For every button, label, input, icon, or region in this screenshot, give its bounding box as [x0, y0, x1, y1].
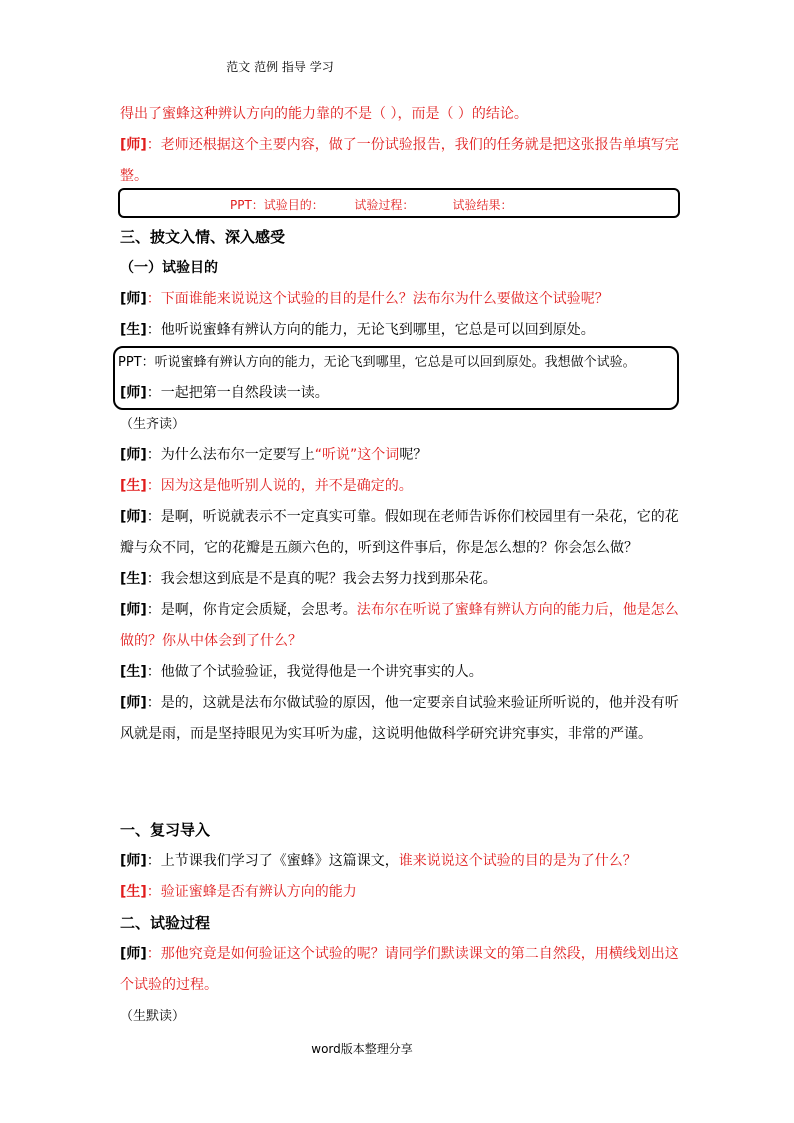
- speaker-tag-teacher: [师]: [120, 385, 147, 401]
- speaker-tag-teacher: [师]: [120, 602, 147, 618]
- paragraph-conclusion: 得出了蜜蜂这种辨认方向的能力靠的不是（ ），而是（ ）的结论。: [120, 106, 528, 122]
- ppt-report-fields: PPT：试验目的： 试验过程： 试验结果：: [230, 198, 513, 212]
- dialogue-highlight: 谁来说说这个试验的目的是为了什么？: [398, 853, 637, 869]
- speaker-tag-student: [生]: [120, 571, 147, 587]
- section-title-1: 一、复习导入: [120, 821, 211, 839]
- dialogue-text: ：他听说蜜蜂有辨认方向的能力，无论飞到哪里，它总是可以回到原处。: [146, 322, 595, 338]
- dialogue-line-9: [120, 657, 483, 688]
- dialogue-line-m2: [120, 877, 357, 908]
- speaker-tag-teacher: [师]: [120, 291, 147, 307]
- speaker-tag-student: [生]: [120, 884, 147, 900]
- dialogue-line-m3: [120, 939, 685, 1001]
- ppt-box-report: [118, 188, 680, 218]
- section-title-3: 三、披文入情、深入感受: [120, 228, 286, 246]
- dialogue-line-6: [120, 502, 685, 564]
- dialogue-line-8: [120, 595, 685, 657]
- speaker-tag-teacher: [师]: [120, 509, 147, 525]
- dialogue-text: ：他做了个试验验证，我觉得他是一个讲究事实的人。: [146, 664, 483, 680]
- dialogue-text: 呢？: [399, 447, 428, 463]
- paragraph-text: ：老师还根据这个主要内容，做了一份试验报告，我们的任务就是把这张报告单填写完整。: [120, 137, 679, 184]
- dialogue-line-m1: [120, 846, 637, 877]
- dialogue-line-4: [120, 440, 427, 471]
- dialogue-text: ：因为这是他听别人说的，并不是确定的。: [146, 478, 413, 494]
- speaker-tag-student: [生]: [120, 478, 147, 494]
- speaker-tag-teacher: [师]: [120, 447, 147, 463]
- dialogue-text: ：一起把第一自然段读一读。: [146, 385, 329, 401]
- dialogue-text: ：是的，这就是法布尔做试验的原因，他一定要亲自试验来验证所听说的，他并没有听风就是雨，而是坚持眼见为实耳听为虚，这说明他做科学研究讲究事实，非常的严谨。: [120, 695, 679, 742]
- dialogue-line-7: [120, 564, 497, 595]
- dialogue-line-5: [120, 471, 413, 502]
- speaker-tag-teacher: [师]: [120, 946, 147, 962]
- subsection-title-1: （一）试验目的: [120, 260, 218, 276]
- speaker-tag-student: [生]: [120, 664, 147, 680]
- dialogue-line-10: [120, 688, 685, 750]
- dialogue-text: ：验证蜜蜂是否有辨认方向的能力: [146, 884, 357, 900]
- dialogue-highlight: 法布尔在听说了蜜蜂有辨认方向的能力后，他是怎么做的？你从中体会到了什么？: [120, 602, 679, 649]
- dialogue-line-1: [120, 284, 609, 315]
- dialogue-text: ：上节课我们学习了《蜜蜂》这篇课文，: [146, 853, 399, 869]
- dialogue-text: ：为什么法布尔一定要写上: [146, 447, 315, 463]
- stage-direction-read: （生齐读）: [120, 417, 186, 432]
- dialogue-highlight: “听说”这个词: [314, 447, 400, 463]
- ppt-quote-teacher-line: [120, 378, 329, 409]
- dialogue-text: ：我会想这到底是不是真的呢？我会去努力找到那朵花。: [146, 571, 497, 587]
- speaker-tag-teacher: [师]: [120, 695, 147, 711]
- dialogue-text: ：是啊，你肯定会质疑，会思考。: [146, 602, 357, 618]
- dialogue-text: ：那他究竟是如何验证这个试验的呢？请同学们默读课文的第二自然段，用横线划出这个试验的过程。: [120, 946, 679, 993]
- dialogue-line-2: [120, 315, 595, 346]
- dialogue-text: ：下面谁能来说说这个试验的目的是什么？法布尔为什么要做这个试验呢？: [146, 291, 609, 307]
- speaker-tag-teacher: [师]: [120, 853, 147, 869]
- page-header: 范文 范例 指导 学习: [226, 60, 334, 74]
- page-footer: word版本整理分享: [311, 1042, 413, 1056]
- speaker-tag-student: [生]: [120, 322, 147, 338]
- dialogue-text: ：是啊，听说就表示不一定真实可靠。假如现在老师告诉你们校园里有一朵花，它的花瓣与众不同，它的花瓣是五颜六色的，听到这件事后，你是怎么想的？你会怎么做？: [120, 509, 679, 556]
- section-title-2: 二、试验过程: [120, 914, 211, 932]
- paragraph-teacher-report: [120, 130, 685, 192]
- speaker-tag-teacher: [师]: [120, 137, 147, 153]
- ppt-quote-line: PPT：听说蜜蜂有辨认方向的能力，无论飞到哪里，它总是可以回到原处。我想做个试验。: [118, 355, 636, 370]
- stage-direction-silent-read: （生默读）: [120, 1009, 186, 1024]
